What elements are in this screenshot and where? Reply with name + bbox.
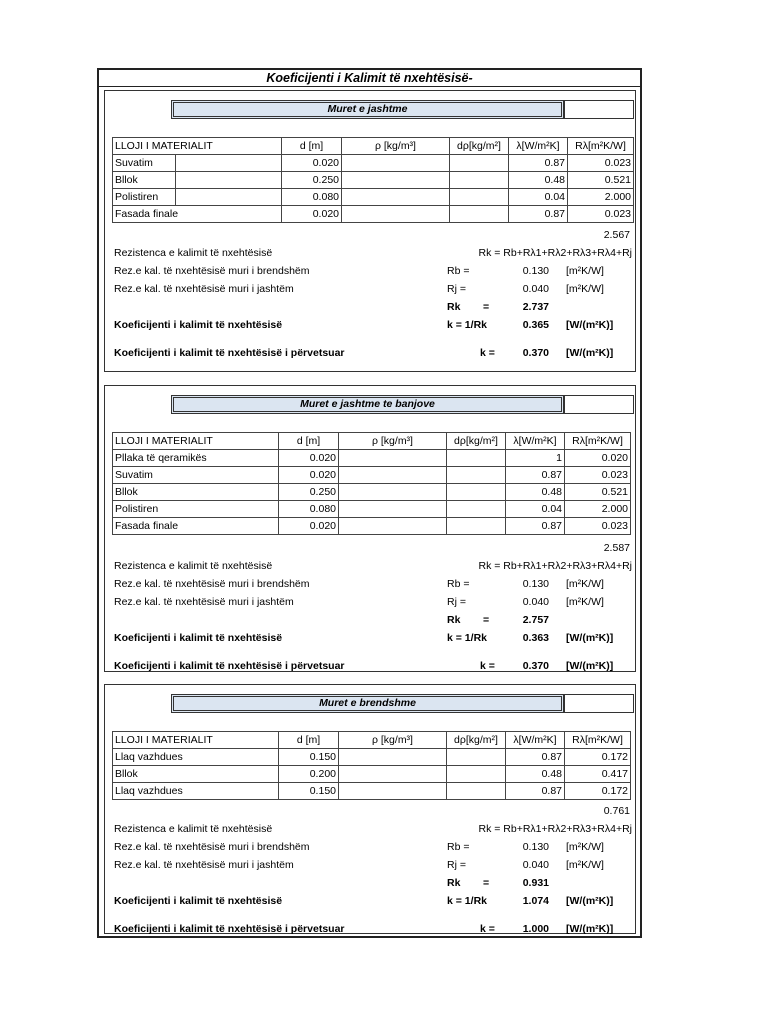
section-title-cap [564, 694, 634, 713]
rk-eq: = [483, 877, 490, 889]
mass-cell [447, 783, 506, 800]
lambda-cell: 0.87 [506, 467, 565, 484]
rj-value: 0.040 [522, 283, 549, 295]
resistance-cell: 0.020 [565, 450, 631, 467]
table-row [113, 155, 634, 172]
mass-cell [447, 484, 506, 501]
material-name: Suvatim [113, 155, 176, 172]
thickness-cell: 0.020 [279, 450, 339, 467]
material-name: Bllok [113, 484, 279, 501]
rj-value: 0.040 [522, 596, 549, 608]
density-cell [339, 518, 447, 535]
material-name: Llaq vazhdues [113, 749, 279, 766]
material-name: Bllok [113, 172, 176, 189]
table-row [113, 749, 631, 766]
rj-label: Rj = [447, 283, 466, 295]
document-title: Koeficijenti i Kalimit të nxehtësisë- [99, 70, 640, 87]
material-name: Fasada finale [113, 206, 282, 223]
rj-label: Rj = [447, 596, 466, 608]
mass-cell [447, 467, 506, 484]
formula-text: Rk = Rb+Rλ1+Rλ2+Rλ3+Rλ4+Rj [478, 823, 632, 835]
rk-value: 2.757 [522, 614, 549, 626]
rb-value: 0.130 [522, 841, 549, 853]
lambda-cell: 0.48 [509, 172, 568, 189]
formula-text: Rk = Rb+Rλ1+Rλ2+Rλ3+Rλ4+Rj [478, 560, 632, 572]
density-cell [342, 155, 450, 172]
thickness-cell: 0.020 [279, 518, 339, 535]
mass-cell [450, 155, 509, 172]
thickness-cell: 0.020 [282, 155, 342, 172]
mass-cell [450, 172, 509, 189]
coefficient-label: Koeficijenti i kalimit të nxehtësisë [114, 895, 283, 907]
mass-cell [447, 766, 506, 783]
lambda-cell: 0.87 [506, 518, 565, 535]
table-header-row [113, 138, 634, 155]
adopted-coefficient-label: Koeficijenti i kalimit të nxehtësisë i përvetsuar [114, 660, 345, 672]
resistance-cell: 0.172 [565, 783, 631, 800]
k-unit: [W/(m²K)] [566, 632, 614, 644]
column-header: LLOJI I MATERIALIT [113, 138, 282, 155]
thickness-cell: 0.150 [279, 783, 339, 800]
rj-unit: [m²K/W] [566, 283, 604, 295]
mass-cell [447, 749, 506, 766]
column-header: dρ[kg/m²] [447, 433, 506, 450]
inner-resistance-label: Rez.e kal. të nxehtësisë muri i brendshëm [114, 265, 310, 277]
material-subcell [176, 189, 282, 206]
k-value: 0.365 [522, 319, 549, 331]
resistance-cell: 0.023 [568, 155, 634, 172]
thickness-cell: 0.080 [282, 189, 342, 206]
section-1 [104, 90, 636, 372]
material-name: Polistiren [113, 501, 279, 518]
table-row [113, 783, 631, 800]
lambda-cell: 1 [506, 450, 565, 467]
table-row [113, 484, 631, 501]
sum-value: 0.761 [603, 805, 630, 817]
column-header: Rλ[m²K/W] [565, 433, 631, 450]
thickness-cell: 0.150 [279, 749, 339, 766]
material-name: Llaq vazhdues [113, 783, 279, 800]
column-header: dρ[kg/m²] [447, 732, 506, 749]
coefficient-label: Koeficijenti i kalimit të nxehtësisë [114, 319, 283, 331]
density-cell [339, 783, 447, 800]
section-title: Muret e brendshme [171, 694, 564, 713]
table-row [113, 467, 631, 484]
lambda-cell: 0.48 [506, 484, 565, 501]
k-adopted-label: k = [480, 660, 495, 672]
rk-label: Rk [447, 877, 461, 889]
k-adopted-label: k = [480, 347, 495, 359]
column-header: λ[W/m²K] [506, 433, 565, 450]
materials-table [112, 731, 631, 800]
material-name: Pllaka të qeramikës [113, 450, 279, 467]
lambda-cell: 0.87 [506, 749, 565, 766]
rk-label: Rk [447, 301, 461, 313]
k-adopted-label: k = [480, 923, 495, 935]
material-name: Fasada finale [113, 518, 279, 535]
adopted-coefficient-label: Koeficijenti i kalimit të nxehtësisë i përvetsuar [114, 347, 345, 359]
k-value: 0.363 [522, 632, 549, 644]
column-header: Rλ[m²K/W] [565, 732, 631, 749]
density-cell [339, 766, 447, 783]
lambda-cell: 0.87 [509, 206, 568, 223]
section-3 [104, 684, 636, 934]
mass-cell [447, 450, 506, 467]
table-row [113, 501, 631, 518]
k-adopted-unit: [W/(m²K)] [566, 660, 614, 672]
rb-unit: [m²K/W] [566, 578, 604, 590]
density-cell [339, 501, 447, 518]
resistance-cell: 0.417 [565, 766, 631, 783]
section-2 [104, 385, 636, 672]
column-header: dρ[kg/m²] [450, 138, 509, 155]
k-unit: [W/(m²K)] [566, 319, 614, 331]
column-header: LLOJI I MATERIALIT [113, 433, 279, 450]
density-cell [339, 749, 447, 766]
thickness-cell: 0.250 [282, 172, 342, 189]
k-formula: k = 1/Rk [447, 895, 487, 907]
column-header: LLOJI I MATERIALIT [113, 732, 279, 749]
rk-eq: = [483, 301, 490, 313]
material-name: Suvatim [113, 467, 279, 484]
resistance-label: Rezistenca e kalimit të nxehtësisë [114, 560, 273, 572]
column-header: ρ [kg/m³] [339, 433, 447, 450]
thickness-cell: 0.080 [279, 501, 339, 518]
resistance-cell: 0.023 [565, 467, 631, 484]
rk-value: 0.931 [522, 877, 549, 889]
density-cell [342, 172, 450, 189]
lambda-cell: 0.87 [506, 783, 565, 800]
inner-resistance-label: Rez.e kal. të nxehtësisë muri i brendshëm [114, 841, 310, 853]
column-header: d [m] [279, 433, 339, 450]
rj-unit: [m²K/W] [566, 596, 604, 608]
k-adopted-value: 0.370 [522, 347, 549, 359]
mass-cell [450, 206, 509, 223]
thickness-cell: 0.020 [279, 467, 339, 484]
rb-unit: [m²K/W] [566, 841, 604, 853]
table-header-row [113, 433, 631, 450]
thickness-cell: 0.020 [282, 206, 342, 223]
resistance-cell: 0.023 [568, 206, 634, 223]
lambda-cell: 0.04 [509, 189, 568, 206]
k-unit: [W/(m²K)] [566, 895, 614, 907]
resistance-cell: 0.521 [568, 172, 634, 189]
table-row [113, 189, 634, 206]
table-row [113, 518, 631, 535]
thickness-cell: 0.250 [279, 484, 339, 501]
mass-cell [447, 501, 506, 518]
rj-value: 0.040 [522, 859, 549, 871]
outer-resistance-label: Rez.e kal. të nxehtësisë muri i jashtëm [114, 596, 294, 608]
table-row [113, 206, 634, 223]
rj-unit: [m²K/W] [566, 859, 604, 871]
column-header: ρ [kg/m³] [339, 732, 447, 749]
k-formula: k = 1/Rk [447, 319, 487, 331]
rb-label: Rb = [447, 841, 470, 853]
mass-cell [450, 189, 509, 206]
material-name: Bllok [113, 766, 279, 783]
k-adopted-value: 0.370 [522, 660, 549, 672]
section-title-cap [564, 100, 634, 119]
resistance-label: Rezistenca e kalimit të nxehtësisë [114, 247, 273, 259]
lambda-cell: 0.87 [509, 155, 568, 172]
column-header: λ[W/m²K] [509, 138, 568, 155]
column-header: d [m] [282, 138, 342, 155]
lambda-cell: 0.48 [506, 766, 565, 783]
lambda-cell: 0.04 [506, 501, 565, 518]
inner-resistance-label: Rez.e kal. të nxehtësisë muri i brendshëm [114, 578, 310, 590]
sum-value: 2.567 [603, 229, 630, 241]
formula-text: Rk = Rb+Rλ1+Rλ2+Rλ3+Rλ4+Rj [478, 247, 632, 259]
materials-table [112, 137, 634, 223]
resistance-cell: 2.000 [565, 501, 631, 518]
section-title: Muret e jashtme te banjove [171, 395, 564, 414]
column-header: ρ [kg/m³] [342, 138, 450, 155]
table-header-row [113, 732, 631, 749]
k-adopted-value: 1.000 [522, 923, 549, 935]
rk-eq: = [483, 614, 490, 626]
resistance-cell: 2.000 [568, 189, 634, 206]
material-subcell [176, 172, 282, 189]
table-row [113, 172, 634, 189]
density-cell [339, 450, 447, 467]
outer-resistance-label: Rez.e kal. të nxehtësisë muri i jashtëm [114, 859, 294, 871]
materials-table [112, 432, 631, 535]
rb-label: Rb = [447, 578, 470, 590]
rb-unit: [m²K/W] [566, 265, 604, 277]
resistance-cell: 0.521 [565, 484, 631, 501]
rj-label: Rj = [447, 859, 466, 871]
rb-value: 0.130 [522, 265, 549, 277]
sum-value: 2.587 [603, 542, 630, 554]
coefficient-label: Koeficijenti i kalimit të nxehtësisë [114, 632, 283, 644]
section-title-cap [564, 395, 634, 414]
material-subcell [176, 155, 282, 172]
k-value: 1.074 [522, 895, 549, 907]
rk-label: Rk [447, 614, 461, 626]
k-adopted-unit: [W/(m²K)] [566, 923, 614, 935]
adopted-coefficient-label: Koeficijenti i kalimit të nxehtësisë i përvetsuar [114, 923, 345, 935]
density-cell [339, 484, 447, 501]
k-adopted-unit: [W/(m²K)] [566, 347, 614, 359]
density-cell [342, 189, 450, 206]
rb-value: 0.130 [522, 578, 549, 590]
column-header: Rλ[m²K/W] [568, 138, 634, 155]
column-header: λ[W/m²K] [506, 732, 565, 749]
thickness-cell: 0.200 [279, 766, 339, 783]
density-cell [339, 467, 447, 484]
rk-value: 2.737 [522, 301, 549, 313]
resistance-label: Rezistenca e kalimit të nxehtësisë [114, 823, 273, 835]
column-header: d [m] [279, 732, 339, 749]
density-cell [342, 206, 450, 223]
rb-label: Rb = [447, 265, 470, 277]
outer-resistance-label: Rez.e kal. të nxehtësisë muri i jashtëm [114, 283, 294, 295]
table-row [113, 766, 631, 783]
material-name: Polistiren [113, 189, 176, 206]
mass-cell [447, 518, 506, 535]
resistance-cell: 0.172 [565, 749, 631, 766]
table-row [113, 450, 631, 467]
section-title: Muret e jashtme [171, 100, 564, 119]
resistance-cell: 0.023 [565, 518, 631, 535]
k-formula: k = 1/Rk [447, 632, 487, 644]
